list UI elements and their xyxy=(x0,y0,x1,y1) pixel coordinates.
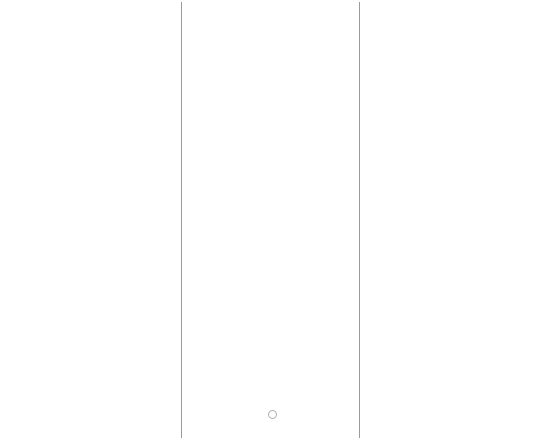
body-paragraph xyxy=(8,15,176,27)
article-section xyxy=(365,54,532,79)
article-section xyxy=(365,15,532,40)
article-column-3 xyxy=(359,2,537,438)
body-paragraph xyxy=(365,2,532,14)
body-paragraph xyxy=(365,28,532,40)
body-paragraph xyxy=(8,54,176,66)
article-column-1 xyxy=(3,2,181,438)
article-section xyxy=(365,41,532,53)
body-paragraph xyxy=(8,93,176,105)
body-paragraph xyxy=(365,67,532,79)
article-column-2 xyxy=(181,2,359,438)
body-paragraph xyxy=(187,80,354,92)
article-section xyxy=(187,15,354,40)
article-section xyxy=(8,80,176,105)
article-section xyxy=(8,41,176,79)
article-section xyxy=(187,67,354,92)
body-paragraph xyxy=(8,2,176,14)
body-paragraph xyxy=(187,54,354,66)
body-paragraph xyxy=(187,2,354,14)
article-section xyxy=(187,41,354,66)
body-paragraph xyxy=(8,67,176,79)
body-paragraph xyxy=(8,28,176,40)
body-paragraph xyxy=(187,28,354,40)
